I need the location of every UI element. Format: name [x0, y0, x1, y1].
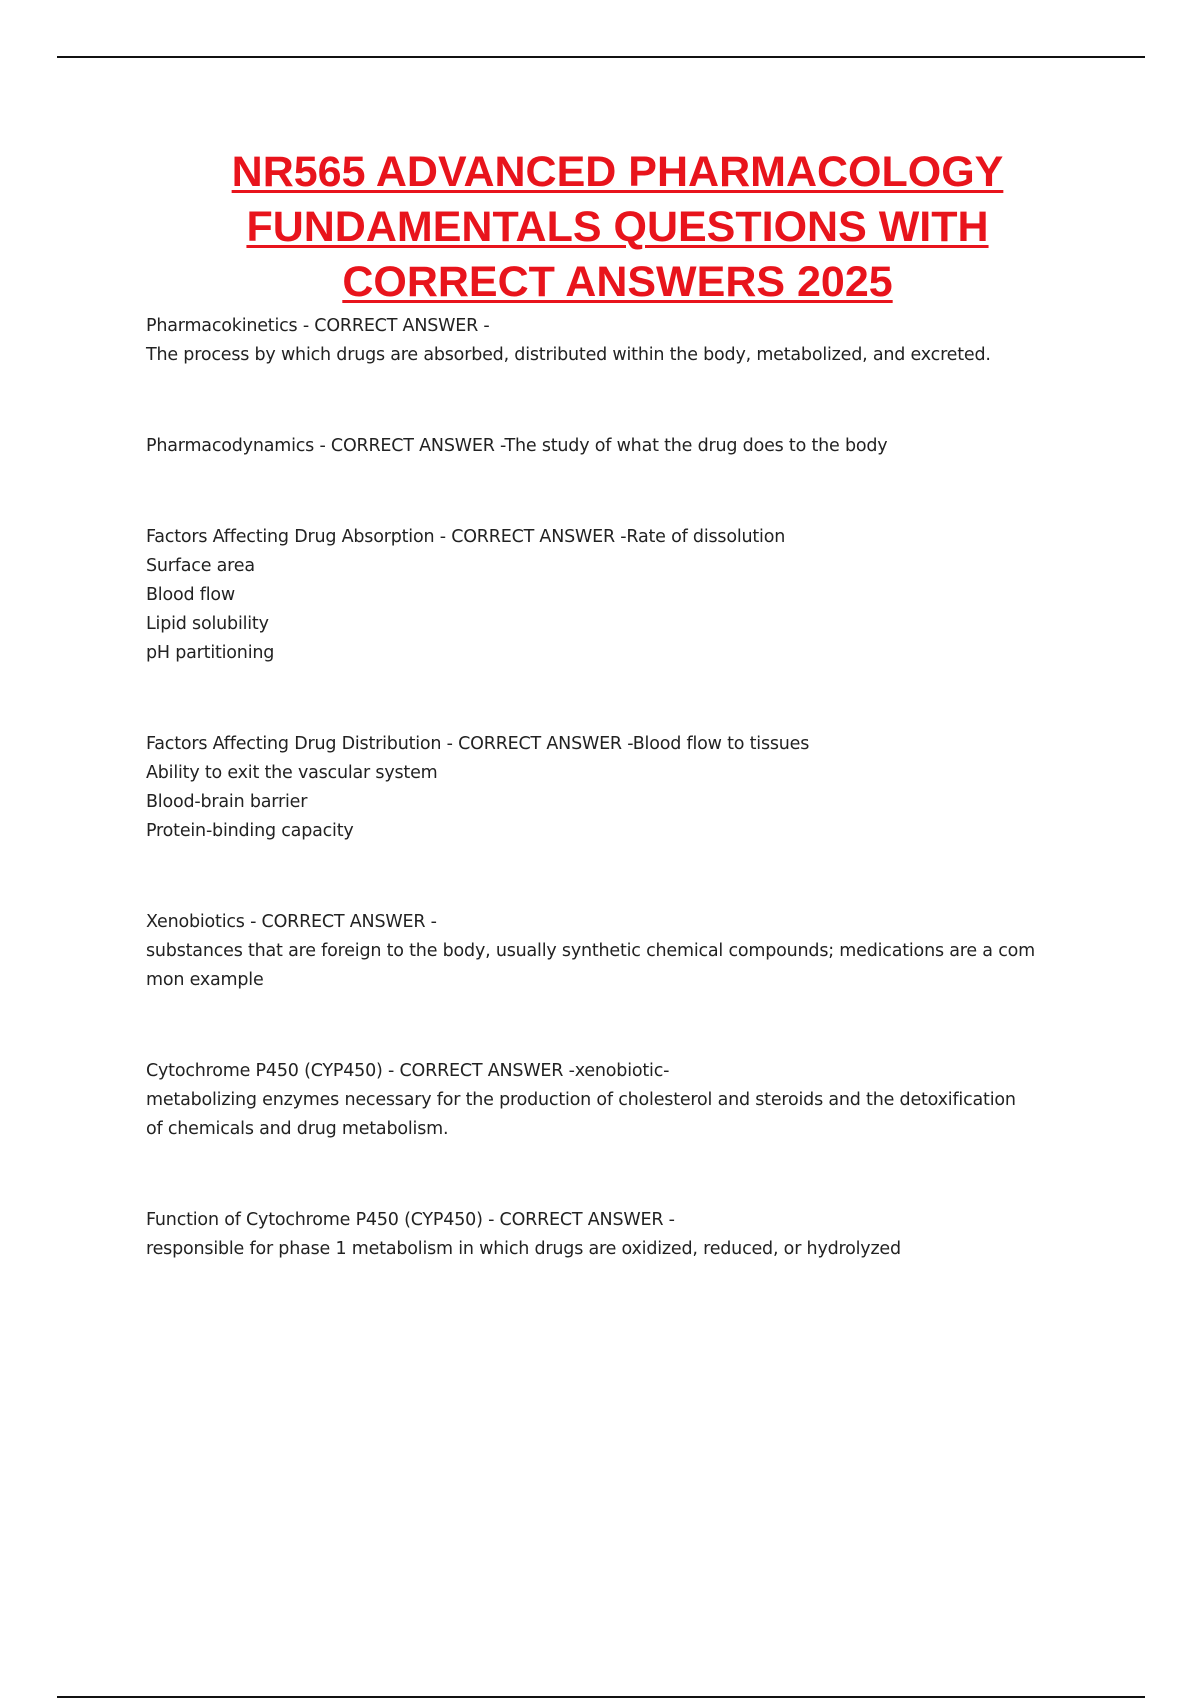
question-text: Pharmacokinetics - CORRECT ANSWER - — [146, 316, 490, 336]
title-line: FUNDAMENTALS QUESTIONS WITH — [246, 203, 989, 251]
title-line: CORRECT ANSWERS 2025 — [342, 258, 893, 306]
qa-entry-xenobiotics — [146, 908, 1106, 995]
qa-entry-cyp450 — [146, 1057, 1106, 1144]
question-text: Function of Cytochrome P450 (CYP450) - CORRECT ANSWER - — [146, 1210, 675, 1230]
document-title — [100, 145, 1135, 310]
qa-entry-absorption-factors — [146, 523, 1106, 668]
qa-content — [146, 312, 1106, 1264]
qa-entry-pharmacokinetics — [146, 312, 1106, 370]
answer-text: The process by which drugs are absorbed, distributed within the body, metabolized, and excreted. — [146, 345, 991, 365]
answer-text: mon example — [146, 970, 264, 990]
answer-list-item: Lipid solubility — [146, 614, 269, 634]
header-rule — [57, 56, 1145, 58]
answer-list-item: pH partitioning — [146, 643, 275, 663]
answer-list-item: Blood flow — [146, 585, 235, 605]
question-text: Cytochrome P450 (CYP450) - CORRECT ANSWER -xenobiotic- — [146, 1061, 670, 1081]
answer-text: of chemicals and drug metabolism. — [146, 1119, 449, 1139]
title-line: NR565 ADVANCED PHARMACOLOGY — [231, 148, 1004, 196]
qa-entry-distribution-factors — [146, 730, 1106, 846]
answer-list-item: Ability to exit the vascular system — [146, 763, 438, 783]
question-text: Xenobiotics - CORRECT ANSWER - — [146, 912, 437, 932]
answer-list-item: Blood-brain barrier — [146, 792, 308, 812]
qa-entry-pharmacodynamics — [146, 432, 1106, 461]
answer-text: substances that are foreign to the body, usually synthetic chemical compounds; medications are a com — [146, 941, 1035, 961]
answer-list-item: Surface area — [146, 556, 255, 576]
answer-text: metabolizing enzymes necessary for the production of cholesterol and steroids and the detoxification — [146, 1090, 1016, 1110]
answer-text: responsible for phase 1 metabolism in which drugs are oxidized, reduced, or hydrolyzed — [146, 1239, 901, 1259]
qa-entry-cyp450-function — [146, 1206, 1106, 1264]
footer-rule — [57, 1696, 1145, 1698]
question-text: Pharmacodynamics - CORRECT ANSWER -The study of what the drug does to the body — [146, 436, 888, 456]
question-text: Factors Affecting Drug Distribution - CORRECT ANSWER -Blood flow to tissues — [146, 734, 810, 754]
question-text: Factors Affecting Drug Absorption - CORRECT ANSWER -Rate of dissolution — [146, 527, 786, 547]
answer-list-item: Protein-binding capacity — [146, 821, 354, 841]
